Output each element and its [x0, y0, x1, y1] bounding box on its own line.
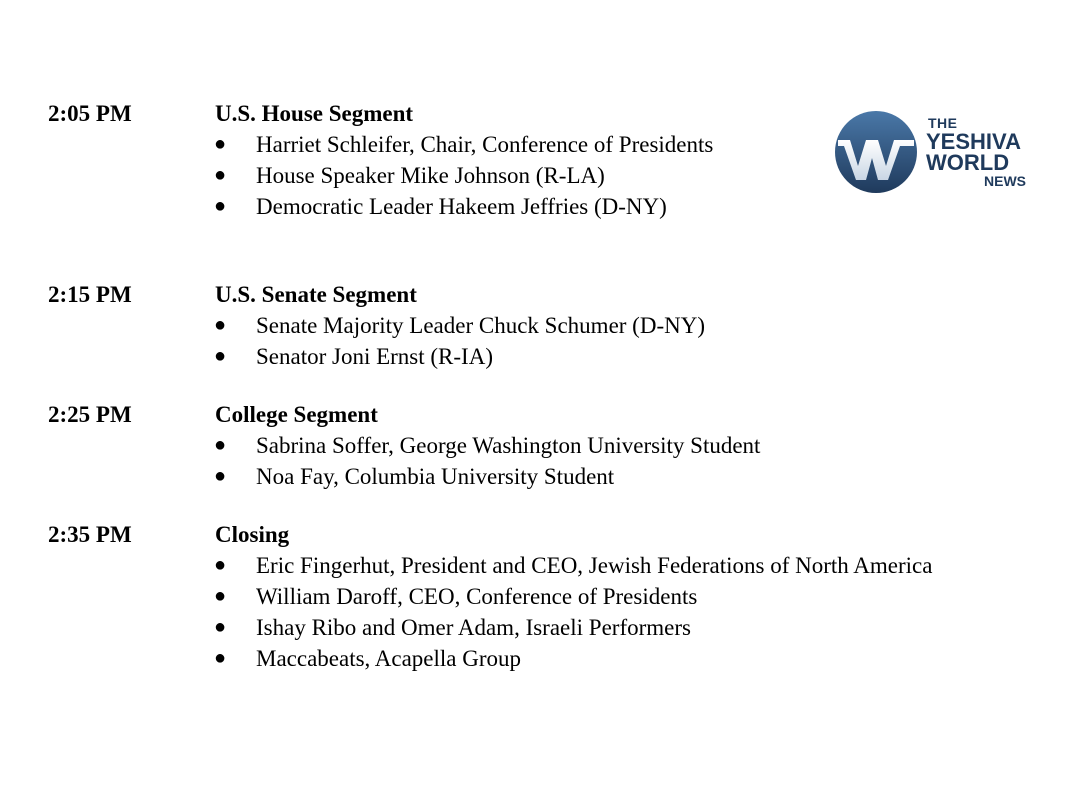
speaker-text: House Speaker Mike Johnson (R-LA): [256, 163, 605, 188]
speaker-text: Sabrina Soffer, George Washington University Student: [256, 433, 761, 458]
segment-title: U.S. House Segment: [215, 101, 414, 126]
bullet-icon: ●: [214, 345, 227, 367]
speaker-text: Maccabeats, Acapella Group: [256, 646, 522, 671]
bullet-icon: ●: [214, 314, 227, 336]
segment-title: Closing: [215, 522, 290, 547]
segment-title: U.S. Senate Segment: [215, 282, 417, 307]
speaker-text: Senator Joni Ernst (R-IA): [256, 344, 493, 369]
segment-time: 2:05 PM: [48, 101, 132, 126]
speaker-text: Harriet Schleifer, Chair, Conference of Presidents: [256, 132, 714, 157]
bullet-icon: ●: [214, 554, 227, 576]
yeshiva-world-news-logo: [834, 110, 1034, 194]
logo-news-text: NEWS: [984, 173, 1026, 189]
logo-wordmark: [926, 116, 1026, 189]
speaker-text: Eric Fingerhut, President and CEO, Jewish Federations of North America: [256, 553, 933, 578]
logo-world-text: WORLD: [926, 150, 1010, 175]
bullet-icon: ●: [214, 465, 227, 487]
bullet-icon: ●: [214, 434, 227, 456]
segment-time: 2:35 PM: [48, 522, 132, 547]
yeshiva-world-news-logo-icon: [834, 110, 918, 194]
bullet-icon: ●: [214, 585, 227, 607]
segment-title: College Segment: [215, 402, 378, 427]
speaker-text: Noa Fay, Columbia University Student: [256, 464, 615, 489]
speaker-text: Senate Majority Leader Chuck Schumer (D-NY): [256, 313, 705, 338]
bullet-icon: ●: [214, 616, 227, 638]
speaker-text: Democratic Leader Hakeem Jeffries (D-NY): [256, 194, 667, 219]
logo-yeshiva-text: YESHIVA: [926, 129, 1021, 154]
bullet-icon: ●: [214, 647, 227, 669]
speaker-text: Ishay Ribo and Omer Adam, Israeli Performers: [256, 615, 691, 640]
segment-time: 2:25 PM: [48, 402, 132, 427]
bullet-icon: ●: [214, 195, 227, 217]
bullet-icon: ●: [214, 133, 227, 155]
speaker-text: William Daroff, CEO, Conference of Presidents: [256, 584, 698, 609]
segment-time: 2:15 PM: [48, 282, 132, 307]
bullet-icon: ●: [214, 164, 227, 186]
logo-the-text: THE: [928, 115, 958, 131]
